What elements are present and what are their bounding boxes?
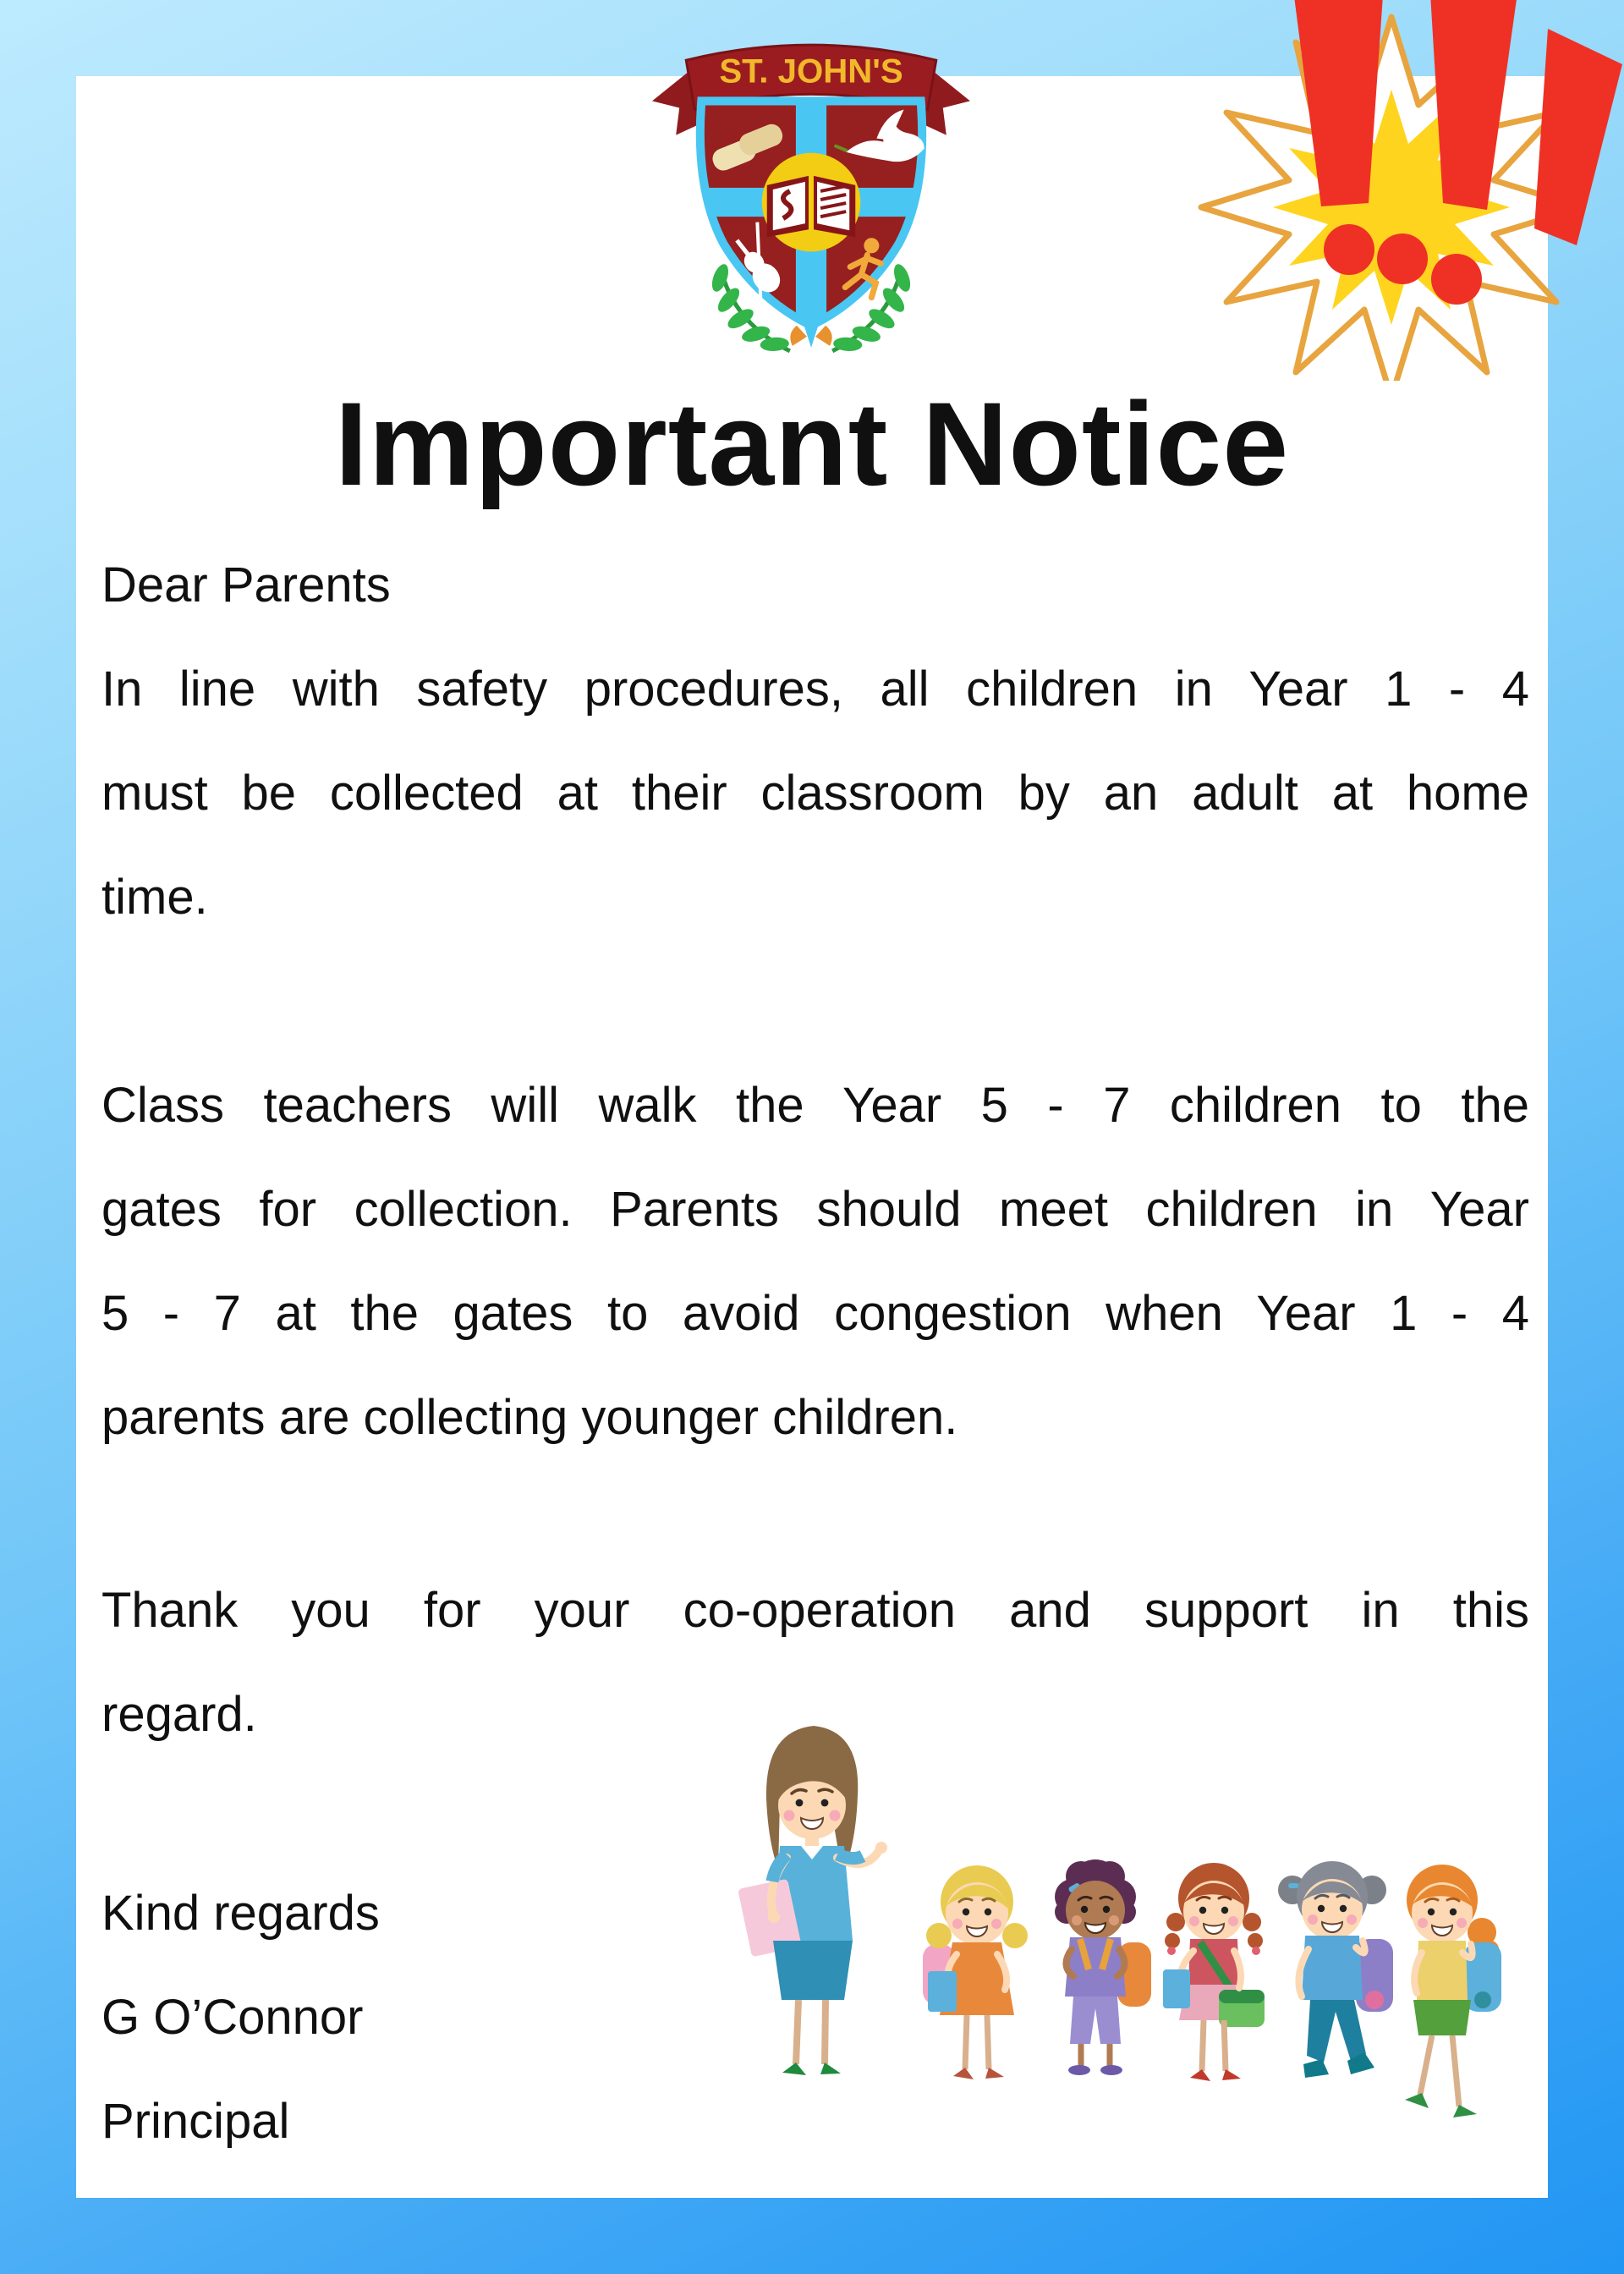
body-line: time. <box>102 870 208 925</box>
signature-closing: Kind regards <box>102 1886 380 1941</box>
teacher-children-illustration <box>660 1717 1548 2242</box>
child-figure-4 <box>1278 1861 1393 2078</box>
school-crest <box>645 22 977 372</box>
body-line: gates for collection. Parents should meet children in Year <box>102 1182 1529 1237</box>
body-line: 5 - 7 at the gates to avoid congestion when Year 1 - 4 <box>102 1286 1529 1341</box>
paragraph-2 <box>102 1053 1529 1469</box>
body-line: Class teachers will walk the Year 5 - 7 children to the <box>102 1078 1529 1133</box>
page-title: Important Notice <box>334 377 1290 510</box>
body-line: Thank you for your co-operation and support in this <box>102 1583 1529 1638</box>
exclamation-burst-icon <box>1176 0 1624 381</box>
child-figure-3 <box>1163 1863 1265 2081</box>
crest-banner-text: ST. JOHN'S <box>719 52 903 91</box>
teacher-figure <box>738 1726 887 2075</box>
exclamation-marks <box>1292 0 1622 305</box>
child-figure-1 <box>923 1865 1028 2079</box>
child-figure-2 <box>1055 1859 1151 2075</box>
greeting-line: Dear Parents <box>102 558 391 612</box>
body-line: In line with safety procedures, all children in Year 1 - 4 <box>102 662 1529 717</box>
child-figure-5 <box>1405 1865 1501 2117</box>
body-line: must be collected at their classroom by an adult at home <box>102 766 1529 821</box>
signature-role: Principal <box>102 2094 290 2149</box>
signature-name: G O’Connor <box>102 1990 364 2045</box>
paragraph-1 <box>102 637 1529 949</box>
crest-bottom-tassel <box>790 324 831 348</box>
body-line: parents are collecting younger children. <box>102 1390 958 1445</box>
body-line: regard. <box>102 1687 257 1742</box>
